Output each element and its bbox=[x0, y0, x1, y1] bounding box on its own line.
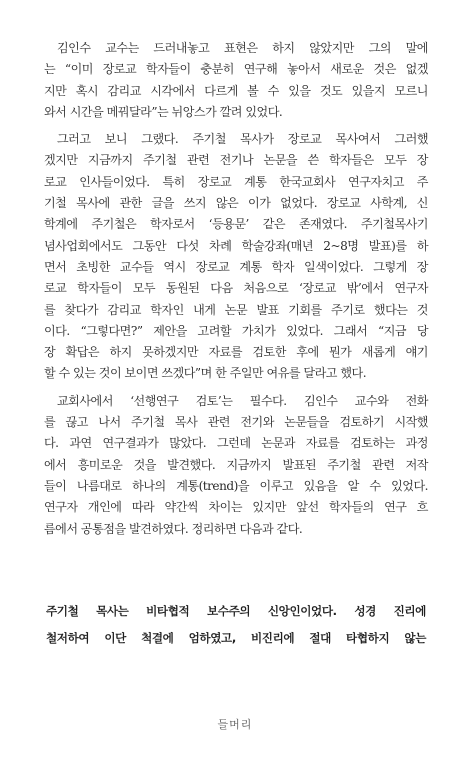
text-line: 겠지만 지금까지 주기철 관련 전기나 논문을 쓴 학자들은 모두 장 bbox=[44, 153, 428, 168]
text-line: 그러고 보니 그랬다. 주기철 목사가 장로교 목사여서 그러했 bbox=[57, 132, 428, 147]
paragraph bbox=[44, 38, 428, 123]
body-text bbox=[44, 38, 428, 546]
summary-line: 철저하여 이단 척결에 엄하였고, 비진리에 절대 타협하지 않는 bbox=[46, 631, 426, 645]
running-footer: 들머리 bbox=[217, 718, 253, 731]
summary-quote bbox=[46, 598, 426, 652]
text-line: 를 찾다가 감리교 학자인 내게 논문 발표 기회를 주기로 했다는 것 bbox=[44, 302, 428, 317]
text-line: 지만 혹시 감리교 시각에서 다르게 볼 수 있을 것도 있을지 모르니 bbox=[44, 83, 428, 98]
text-line: 연구자 개인에 따라 약간씩 차이는 있지만 앞선 학자들의 연구 흐 bbox=[44, 500, 428, 515]
text-line: 학계에 주기철은 학자로서 ‘등용문’ 같은 존재였다. 주기철목사기 bbox=[44, 217, 428, 232]
paragraph bbox=[44, 129, 428, 385]
text-line: 에서 흥미로운 것을 발견했다. 지금까지 발표된 주기철 관련 저작 bbox=[44, 457, 428, 472]
text-line: 교회사에서 ‘선행연구 검토’는 필수다. 김인수 교수와 전화 bbox=[57, 393, 428, 408]
text-line: 김인수 교수는 드러내놓고 표현은 하지 않았지만 그의 말에 bbox=[57, 41, 428, 55]
text-line: 장 확답은 하지 못하겠지만 자료를 검토한 후에 뭔가 새롭게 얘기 bbox=[44, 345, 428, 360]
text-line: 다. 과연 연구결과가 많았다. 그런데 논문과 자료를 검토하는 과정 bbox=[44, 436, 428, 451]
text-line: 를 끊고 나서 주기철 목사 관련 전기와 논문들을 검토하기 시작했 bbox=[44, 415, 428, 430]
text-line: 로교 인사들이었다. 특히 장로교 계통 한국교회사 연구자치고 주 bbox=[44, 174, 428, 189]
paragraph bbox=[44, 391, 428, 540]
summary-line: 주기철 목사는 비타협적 보수주의 신앙인이었다. 성경 진리에 bbox=[46, 604, 426, 618]
text-line: 기철 목사에 관한 글을 쓰지 않은 이가 없었다. 장로교 사학계, 신 bbox=[44, 196, 428, 211]
text-line: 들이 나름대로 하나의 계통(trend)을 이루고 있음을 알 수 있었다. bbox=[44, 478, 428, 493]
text-line: 이다. “그렇다면?” 제안을 고려할 가치가 있었다. 그래서 “지금 당 bbox=[44, 323, 428, 338]
text-line: 름에서 공통점을 발견하였다. 정리하면 다음과 같다. bbox=[44, 521, 303, 536]
text-line: 로교 학자들이 모두 동원된 다음 처음으로 ‘장로교 밖’에서 연구자 bbox=[44, 281, 428, 296]
text-line: 념사업회에서도 그동안 다섯 차례 학술강좌(매년 2~8명 발표)를 하 bbox=[44, 238, 428, 253]
text-line: 할 수 있는 것이 보이면 쓰겠다”며 한 주일만 여유를 달라고 했다. bbox=[44, 366, 367, 381]
text-line: 와서 시간을 메꿔달라”는 뉘앙스가 깔려 있었다. bbox=[44, 104, 283, 119]
text-line: 면서 초빙한 교수들 역시 장로교 계통 학자 일색이었다. 그렇게 장 bbox=[44, 259, 428, 274]
text-line: 는 “이미 장로교 학자들이 충분히 연구해 놓아서 새로운 것은 없겠 bbox=[44, 62, 428, 77]
